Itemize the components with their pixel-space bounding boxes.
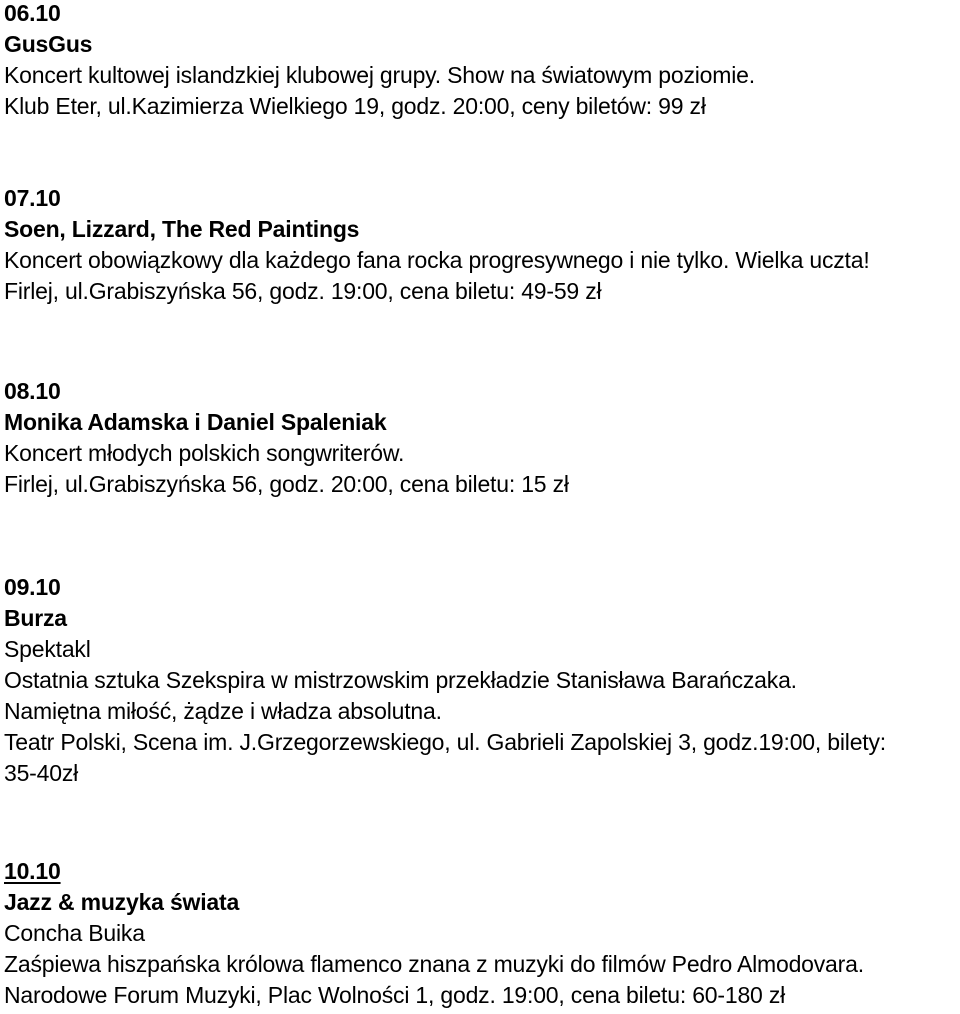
event-entry [4, 856, 956, 1011]
event-ticket-price: 35-40zł [4, 760, 79, 786]
event-venue-details: Teatr Polski, Scena im. J.Grzegorzewskiego, ul. Gabrieli Zapolskiej 3, godz.19:00, bilety: [4, 729, 886, 755]
event-entry [4, 183, 956, 307]
event-date-text: 10.10 [4, 858, 61, 884]
event-date: 09.10 [4, 574, 61, 600]
event-entry [4, 0, 956, 122]
event-title: GusGus [4, 31, 93, 57]
event-description: Koncert obowiązkowy dla każdego fana rocka progresywnego i nie tylko. Wielka uczta! [4, 247, 870, 273]
event-date [4, 856, 956, 887]
event-performer: Concha Buika [4, 920, 145, 946]
event-description: Zaśpiewa hiszpańska królowa flamenco znana z muzyki do filmów Pedro Almodovara. [4, 951, 864, 977]
event-title: Monika Adamska i Daniel Spaleniak [4, 409, 387, 435]
event-entry [4, 572, 956, 789]
event-title: Burza [4, 605, 67, 631]
event-date: 07.10 [4, 185, 61, 211]
event-description: Ostatnia sztuka Szekspira w mistrzowskim przekładzie Stanisława Barańczaka. [4, 667, 797, 693]
event-entry [4, 376, 956, 500]
event-venue-details: Klub Eter, ul.Kazimierza Wielkiego 19, godz. 20:00, ceny biletów: 99 zł [4, 93, 706, 119]
event-description: Namiętna miłość, żądze i władza absolutna. [4, 698, 442, 724]
event-category: Spektakl [4, 636, 91, 662]
event-date: 06.10 [4, 0, 61, 26]
event-venue-details: Narodowe Forum Muzyki, Plac Wolności 1, godz. 19:00, cena biletu: 60-180 zł [4, 982, 786, 1008]
event-venue-details: Firlej, ul.Grabiszyńska 56, godz. 20:00, cena biletu: 15 zł [4, 471, 569, 497]
event-title: Soen, Lizzard, The Red Paintings [4, 216, 360, 242]
event-title: Jazz & muzyka świata [4, 889, 240, 915]
event-date: 08.10 [4, 378, 61, 404]
event-venue-details: Firlej, ul.Grabiszyńska 56, godz. 19:00, cena biletu: 49-59 zł [4, 278, 602, 304]
event-description: Koncert młodych polskich songwriterów. [4, 440, 405, 466]
event-description: Koncert kultowej islandzkiej klubowej grupy. Show na światowym poziomie. [4, 62, 755, 88]
